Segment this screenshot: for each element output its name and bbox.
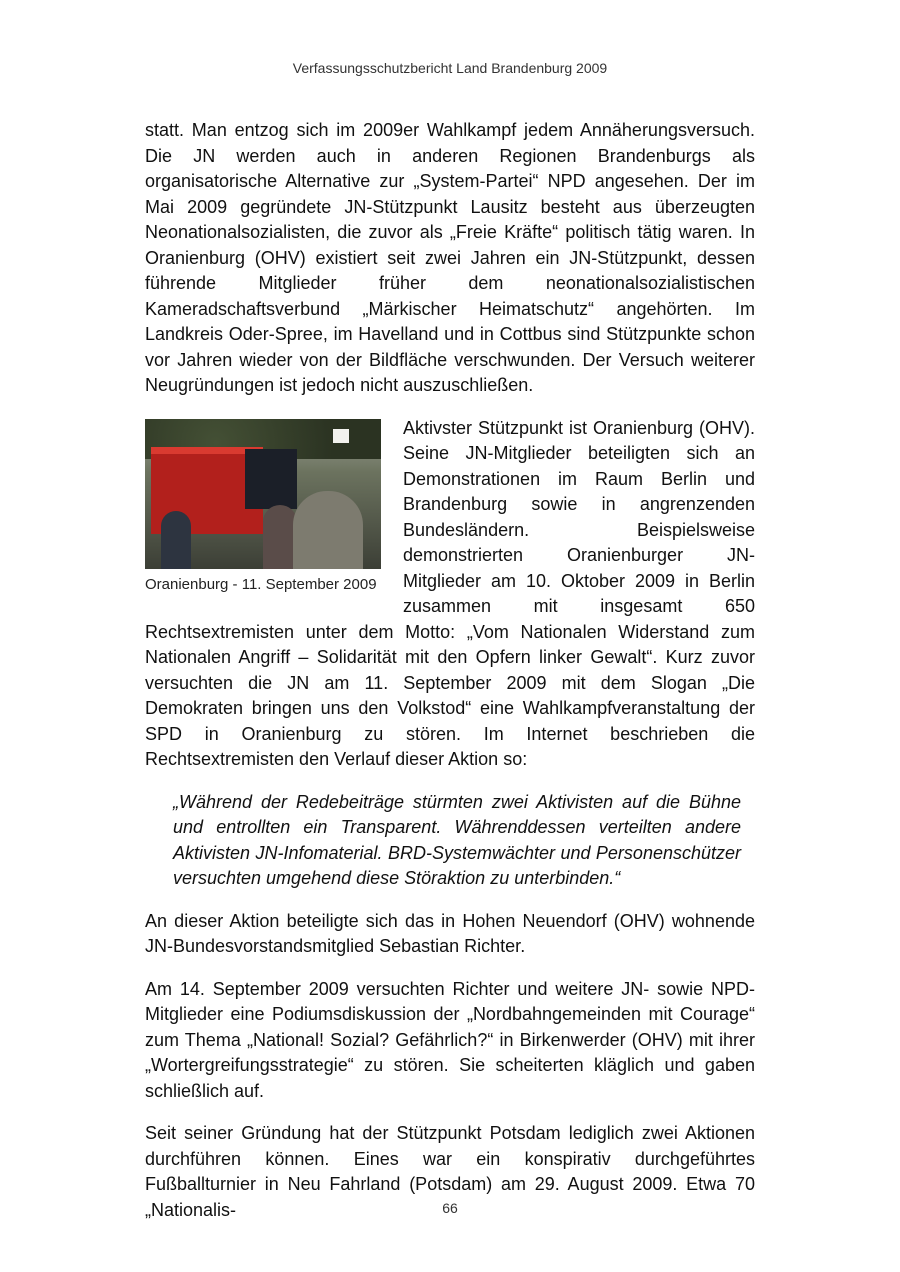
demonstration-photo — [145, 419, 381, 569]
paragraph-5: Seit seiner Gründung hat der Stützpunkt Potsdam lediglich zwei Aktionen durchführen können. Eines war ein konspirativ durchgeführtes Fußballturnier in Neu Fahrland (Potsdam) am 29. August 2009. Etwa 70 „Nationalis- — [145, 1123, 755, 1220]
page-body — [145, 118, 755, 1240]
paragraph-1: statt. Man entzog sich im 2009er Wahlkampf jedem Annäherungsversuch. Die JN werden auch in anderen Regionen Brandenburgs als organisatorische Alternative zur „System-Partei“ NPD angesehen. Der im Mai 2009 gegründete JN-Stützpunkt Lausitz besteht aus überzeugten Neonationalsozialisten, die zuvor als „Freie Kräfte“ politisch tätig waren. In Oranienburg (OHV) existiert seit zwei Jahren ein JN-Stützpunkt, dessen führende Mitglieder früher dem neonationalsozialistischen Kameradschaftsverbund „Märkischer Heimatschutz“ angehörten. Im Landkreis Oder-Spree, im Havelland und in Cottbus sind Stützpunkte schon vor Jahren wieder von der Bildfläche verschwunden. Der Versuch weiterer Neugründungen ist jedoch nicht auszuschließen. — [145, 120, 755, 395]
running-header: Verfassungsschutzbericht Land Brandenburg 2009 — [292, 60, 608, 76]
paragraph-2: Aktivster Stützpunkt ist Oranienburg (OHV). Seine JN-Mitglieder beteiligten sich an Demonstrationen im Raum Berlin und Brandenburg sowie in angrenzenden Bundesländern. Beispielsweise demonstrierten Oranienburger JN-Mitglieder am 10. Oktober 2009 in Berlin zusammen mit insgesamt 650 Rechtsextremisten unter dem Motto: „Vom Nationalen Widerstand zum Nationalen Angriff – Solidarität mit den Opfern linker Gewalt“. Kurz zuvor versuchten die JN am 11. September 2009 mit dem Slogan „Die Demokraten bringen uns den Volkstod“ eine Wahlkampfveranstaltung der SPD in Oranienburg zu stören. Im Internet beschrieben die Rechtsextremisten den Verlauf dieser Aktion so: — [145, 417, 755, 769]
paragraph-3: An dieser Aktion beteiligte sich das in Hohen Neuendorf (OHV) wohnende JN-Bundesvorstandsmitglied Sebastian Richter. — [145, 910, 755, 956]
block-quote: „Während der Redebeiträge stürmten zwei Aktivisten auf die Bühne und entrollten ein Transparent. Währenddessen verteilten andere Aktivisten JN-Infomaterial. BRD-Systemwächter und Personenschützer versuchten umgehend diese Störaktion zu unterbinden.“ — [173, 791, 741, 888]
photo-caption: Oranienburg - 11. September 2009 — [145, 575, 377, 593]
page-number: 66 — [442, 1200, 458, 1216]
paragraph-4: Am 14. September 2009 versuchten Richter und weitere JN- sowie NPD-Mitglieder eine Podiumsdiskussion der „Nordbahngemeinden mit Courage“ zum Thema „National! Sozial? Gefährlich?“ in Birkenwerder (OHV) mit ihrer „Wortergreifungsstrategie“ zu stören. Sie scheiterten kläglich und gaben schließlich auf. — [145, 978, 755, 1101]
photo-figure — [145, 419, 389, 594]
